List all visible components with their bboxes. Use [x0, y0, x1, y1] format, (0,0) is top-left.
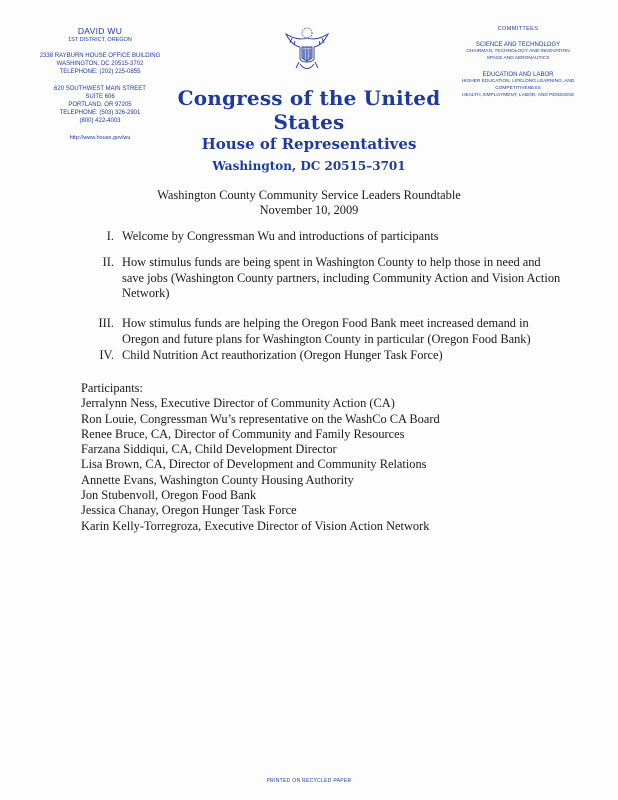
participant-item: Annette Evans, Washington County Housing Authority	[81, 472, 354, 487]
website-link[interactable]: http://www.house.gov/wu	[69, 135, 131, 141]
agenda-text: How stimulus funds are helping the Oregon Food Bank meet increased demand in Oregon and future plans for Washington County in particular (Oregon Food Bank)	[122, 316, 531, 346]
member-name: DAVID WU	[77, 26, 123, 36]
eagle-seal-icon	[282, 26, 332, 76]
committee-role: HIGHER EDUCATION, LIFELONG LEARNING, AND	[461, 79, 575, 84]
agenda-number: II.	[102, 255, 114, 269]
or-address-line: SUITE 606	[85, 94, 115, 100]
dc-address-line: WASHINGTON, DC 20515-3702	[56, 61, 144, 67]
committees-heading: COMMITTEES	[497, 26, 539, 32]
letterhead-subtitle: House of Representatives	[201, 135, 417, 153]
or-tollfree: (800) 422-4003	[79, 118, 121, 124]
committee-role: COMPETITIVENESS	[495, 86, 541, 91]
letterhead-city: Washington, DC 20515–3701	[212, 159, 406, 173]
participants-label: Participants:	[81, 381, 143, 395]
committee-name: SCIENCE AND TECHNOLOGY	[475, 42, 561, 48]
or-telephone: TELEPHONE: (503) 326-2901	[59, 110, 141, 116]
or-address-line: PORTLAND, OR 97205	[68, 102, 132, 108]
dc-address-line: 2338 RAYBURN HOUSE OFFICE BUILDING	[39, 53, 161, 59]
recycled-paper-footer: PRINTED ON RECYCLED PAPER	[266, 778, 352, 784]
participant-item: Jon Stubenvoll, Oregon Food Bank	[81, 488, 257, 503]
letterhead-title-block	[150, 86, 468, 173]
participant-item: Lisa Brown, CA, Director of Development and Community Relations	[81, 457, 427, 472]
agenda-number: IV.	[99, 348, 114, 362]
dc-telephone: TELEPHONE: (202) 225-0855	[59, 69, 141, 75]
committee-role: CHAIRMAN, TECHNOLOGY AND INNOVATION	[466, 49, 570, 54]
participant-item: Karin Kelly-Torregroza, Executive Director of Vision Action Network	[81, 518, 430, 533]
participant-item: Renee Bruce, CA, Director of Community and Family Resources	[81, 426, 405, 441]
participant-item: Jessica Chanay, Oregon Hunger Task Force	[81, 503, 297, 518]
document-title: Washington County Community Service Leaders Roundtable	[157, 188, 461, 202]
agenda-number: III.	[98, 316, 114, 330]
participants-list	[81, 381, 440, 534]
agenda-number: I.	[106, 229, 114, 243]
agenda-text: Welcome by Congressman Wu and introductions of participants	[122, 229, 439, 243]
committees-list	[418, 26, 618, 99]
participant-item: Jerralynn Ness, Executive Director of Community Action (CA)	[81, 396, 395, 411]
participant-item: Farzana Siddiqui, CA, Child Development Director	[81, 442, 337, 457]
document-heading	[0, 188, 618, 218]
letterhead-title: Congress of the United States	[177, 86, 441, 134]
participant-item: Ron Louie, Congressman Wu’s representative on the WashCo CA Board	[81, 411, 440, 426]
or-address-line: 620 SOUTHWEST MAIN STREET	[54, 86, 146, 92]
committee-name: EDUCATION AND LABOR	[482, 72, 554, 78]
member-district: 1ST DISTRICT, OREGON	[68, 37, 132, 43]
committee-role: SPACE AND AERONAUTICS	[486, 56, 550, 61]
agenda-text: How stimulus funds are being spent in Washington County to help those in need and save jobs (Washington County partners, including Community Action and Vision Action Network)	[122, 255, 561, 300]
committee-role: HEALTH, EMPLOYMENT, LABOR, AND PENSIONS	[462, 93, 574, 98]
agenda-text: Child Nutrition Act reauthorization (Oregon Hunger Task Force)	[122, 348, 443, 362]
document-date: November 10, 2009	[259, 203, 359, 217]
